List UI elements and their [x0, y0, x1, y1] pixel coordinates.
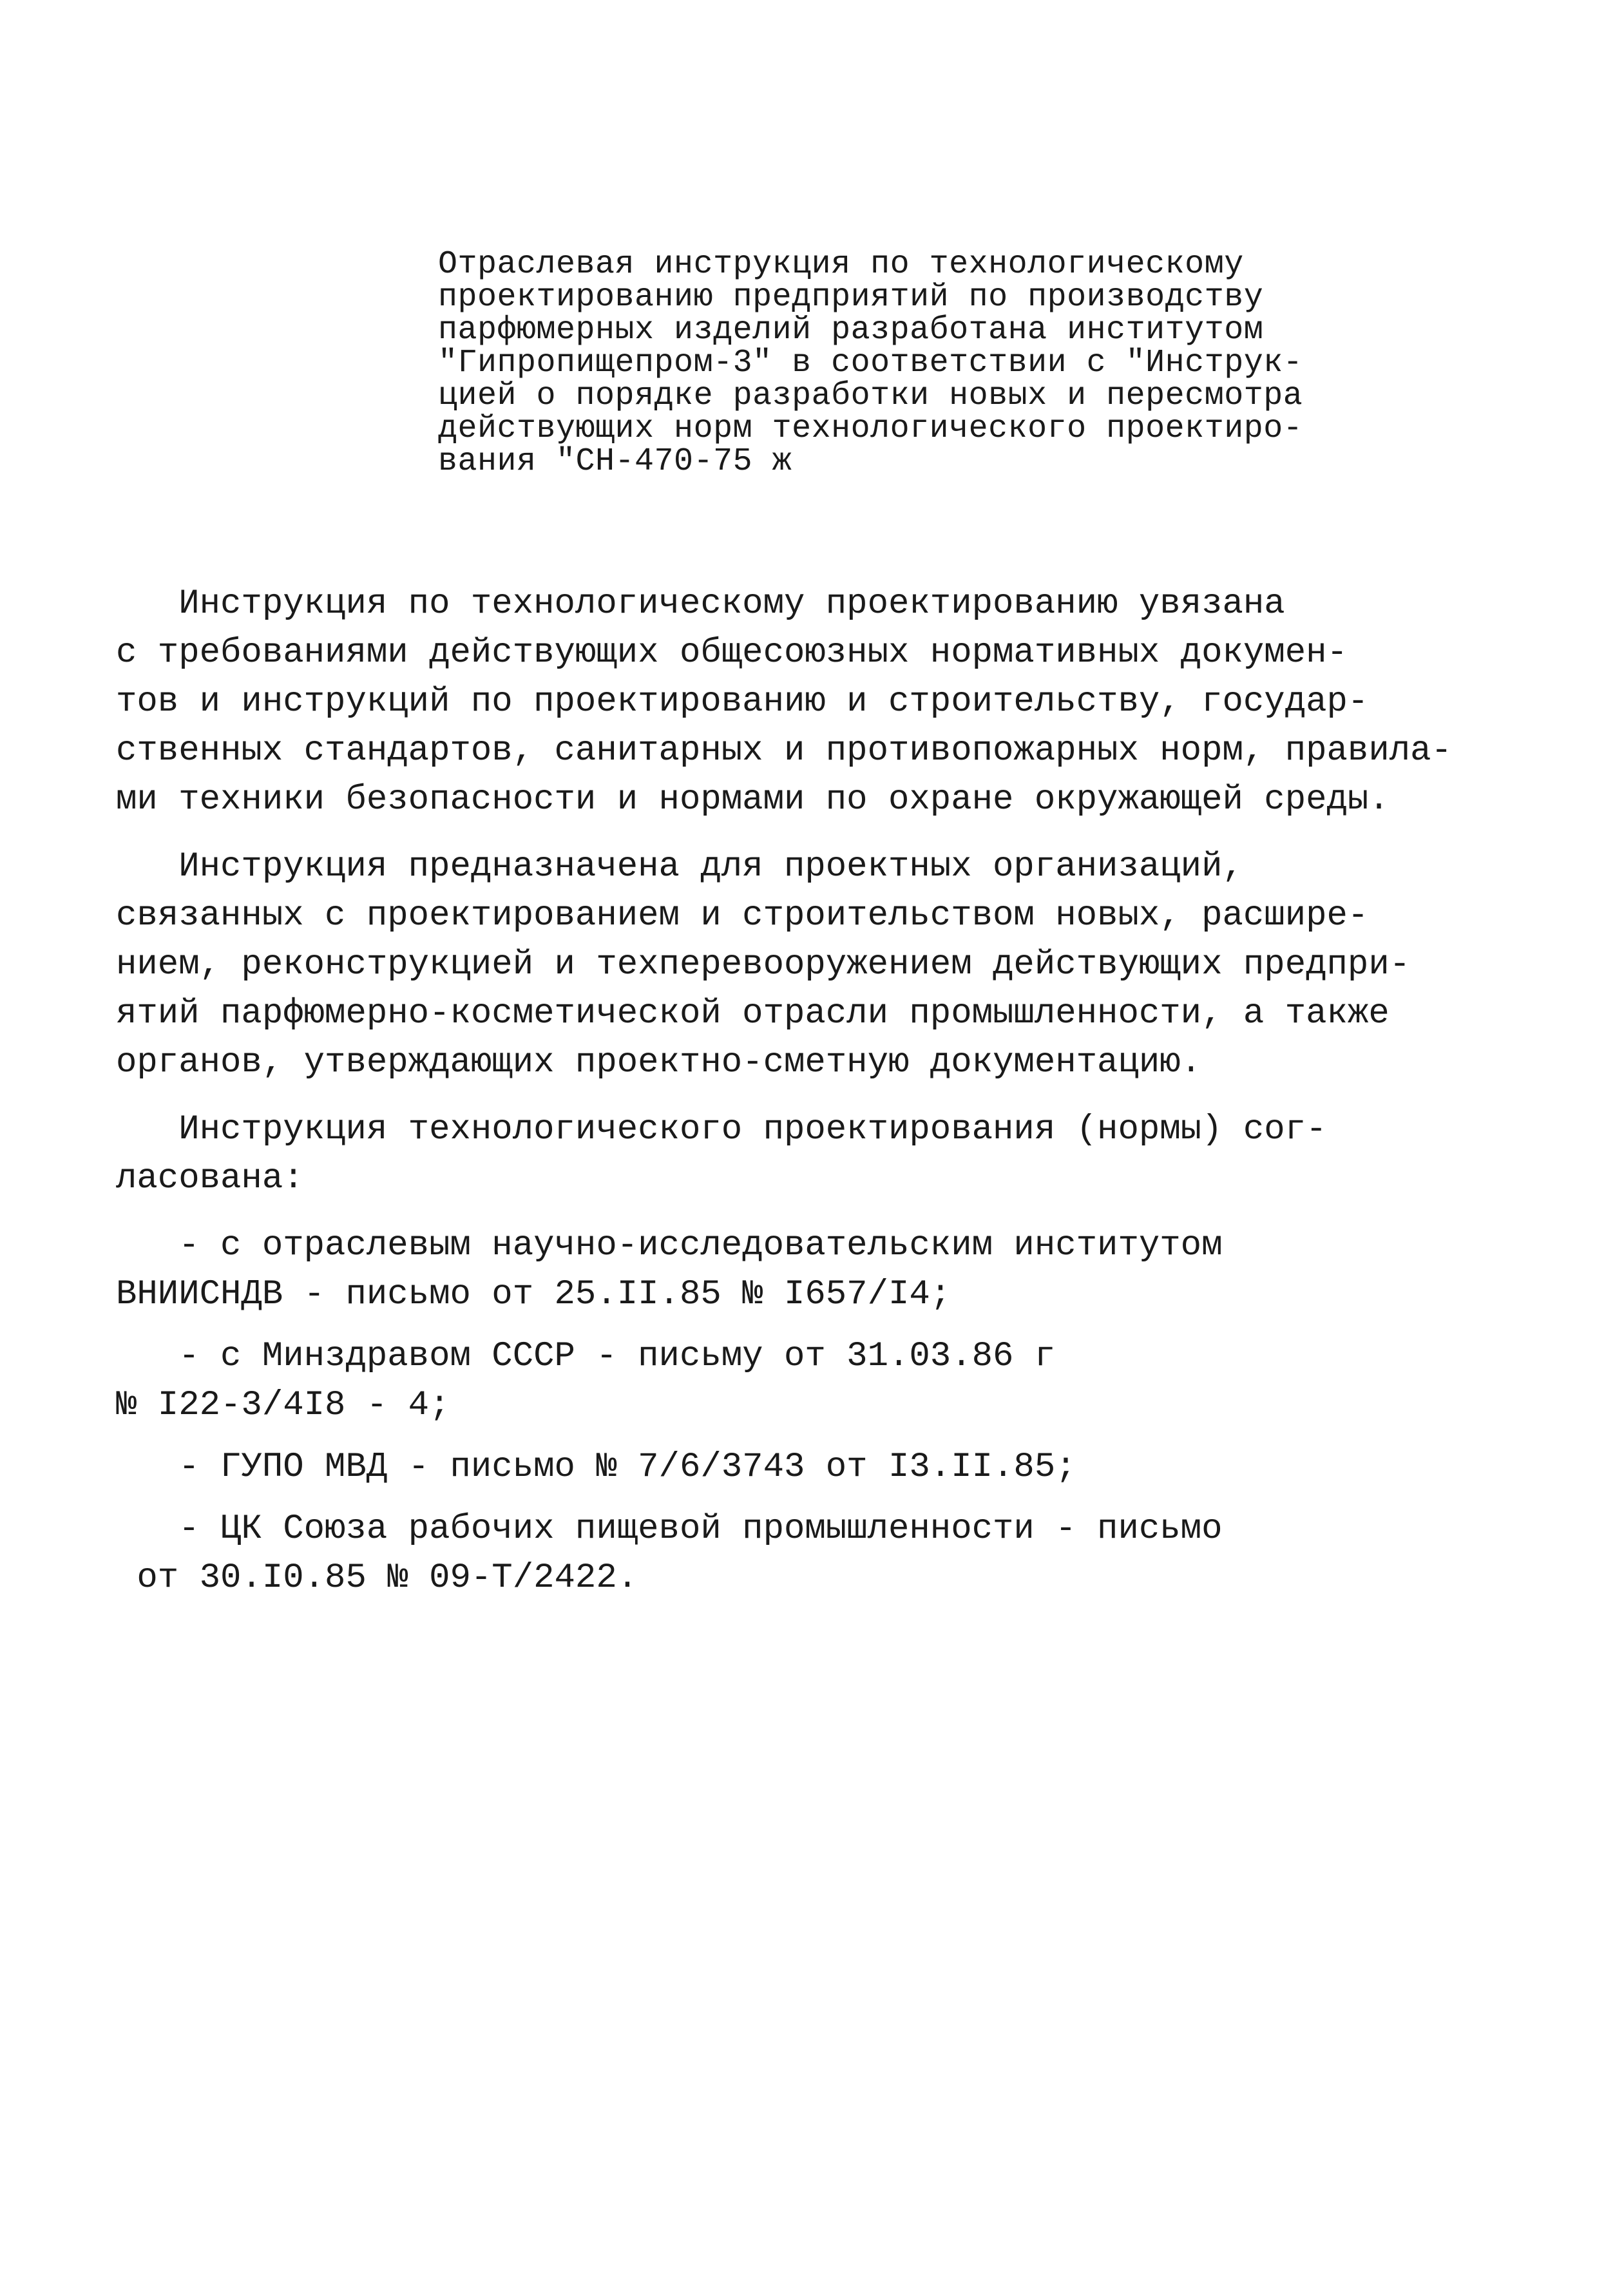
- spacer: [116, 1087, 1533, 1106]
- header-note-line: действующих норм технологического проектиро-: [438, 410, 1303, 447]
- paragraph-agreed: [116, 1106, 1533, 1203]
- header-note-line: "Гипропищепром-3" в соответствии с "Инструк-: [438, 345, 1303, 381]
- paragraph-line: органов, утверждающих проектно-сметную документацию.: [116, 1043, 1202, 1082]
- approval-item: [116, 1443, 1533, 1492]
- header-note-line: проектированию предприятий по производству: [438, 279, 1264, 316]
- paragraph-line: ятий парфюмерно-косметической отрасли промышленности, а также: [116, 994, 1390, 1033]
- approval-line: ВНИИСНДВ - письмо от 25.II.85 № I657/I4;: [116, 1275, 951, 1314]
- approval-item: [116, 1332, 1533, 1430]
- body-text: [116, 580, 1533, 1603]
- approval-item: [116, 1221, 1533, 1319]
- paragraph-line: Инструкция технологического проектирования (нормы) сог-: [116, 1110, 1327, 1149]
- approval-line: - с отраслевым научно-исследовательским институтом: [116, 1226, 1223, 1265]
- paragraph-line: Инструкция по технологическому проектированию увязана: [116, 584, 1285, 624]
- paragraph-line: тов и инструкций по проектированию и строительству, государ-: [116, 682, 1369, 722]
- paragraph-line: Инструкция предназначена для проектных организаций,: [116, 847, 1243, 886]
- header-note-line: Отраслевая инструкция по технологическому: [438, 246, 1244, 283]
- header-note-line: парфюмерных изделий разработана институтом: [438, 312, 1264, 349]
- header-note-line: цией о порядке разработки новых и пересмотра: [438, 378, 1303, 414]
- paragraph-line: ми техники безопасности и нормами по охране окружающей среды.: [116, 780, 1390, 819]
- spacer: [116, 1492, 1533, 1505]
- paragraph-line: с требованиями действующих общесоюзных нормативных докумен-: [116, 633, 1348, 673]
- approval-line: от 30.I0.85 № 09-Т/2422.: [116, 1558, 638, 1598]
- header-note: [438, 248, 1366, 478]
- paragraph-scope: [116, 580, 1533, 825]
- header-note-line: вания "СН-470-75 ж: [438, 443, 792, 480]
- paragraph-purpose: [116, 843, 1533, 1087]
- paragraph-line: ственных стандартов, санитарных и противопожарных норм, правила-: [116, 731, 1452, 770]
- spacer: [116, 1203, 1533, 1221]
- approval-line: № I22-3/4I8 - 4;: [116, 1386, 450, 1425]
- paragraph-line: ласована:: [116, 1159, 304, 1198]
- approval-line: - ЦК Союза рабочих пищевой промышленности - письмо: [116, 1509, 1223, 1549]
- spacer: [116, 1319, 1533, 1332]
- spacer: [116, 825, 1533, 843]
- approval-line: - с Минздравом СССР - письму от 31.03.86 г: [116, 1337, 1056, 1376]
- approval-line: - ГУПО МВД - письмо № 7/6/3743 от I3.II.85;: [116, 1448, 1076, 1487]
- paragraph-line: нием, реконструкцией и техперевооружением действующих предпри-: [116, 945, 1411, 984]
- spacer: [116, 1430, 1533, 1443]
- paragraph-line: связанных с проектированием и строительством новых, расшире-: [116, 896, 1369, 935]
- approval-item: [116, 1505, 1533, 1603]
